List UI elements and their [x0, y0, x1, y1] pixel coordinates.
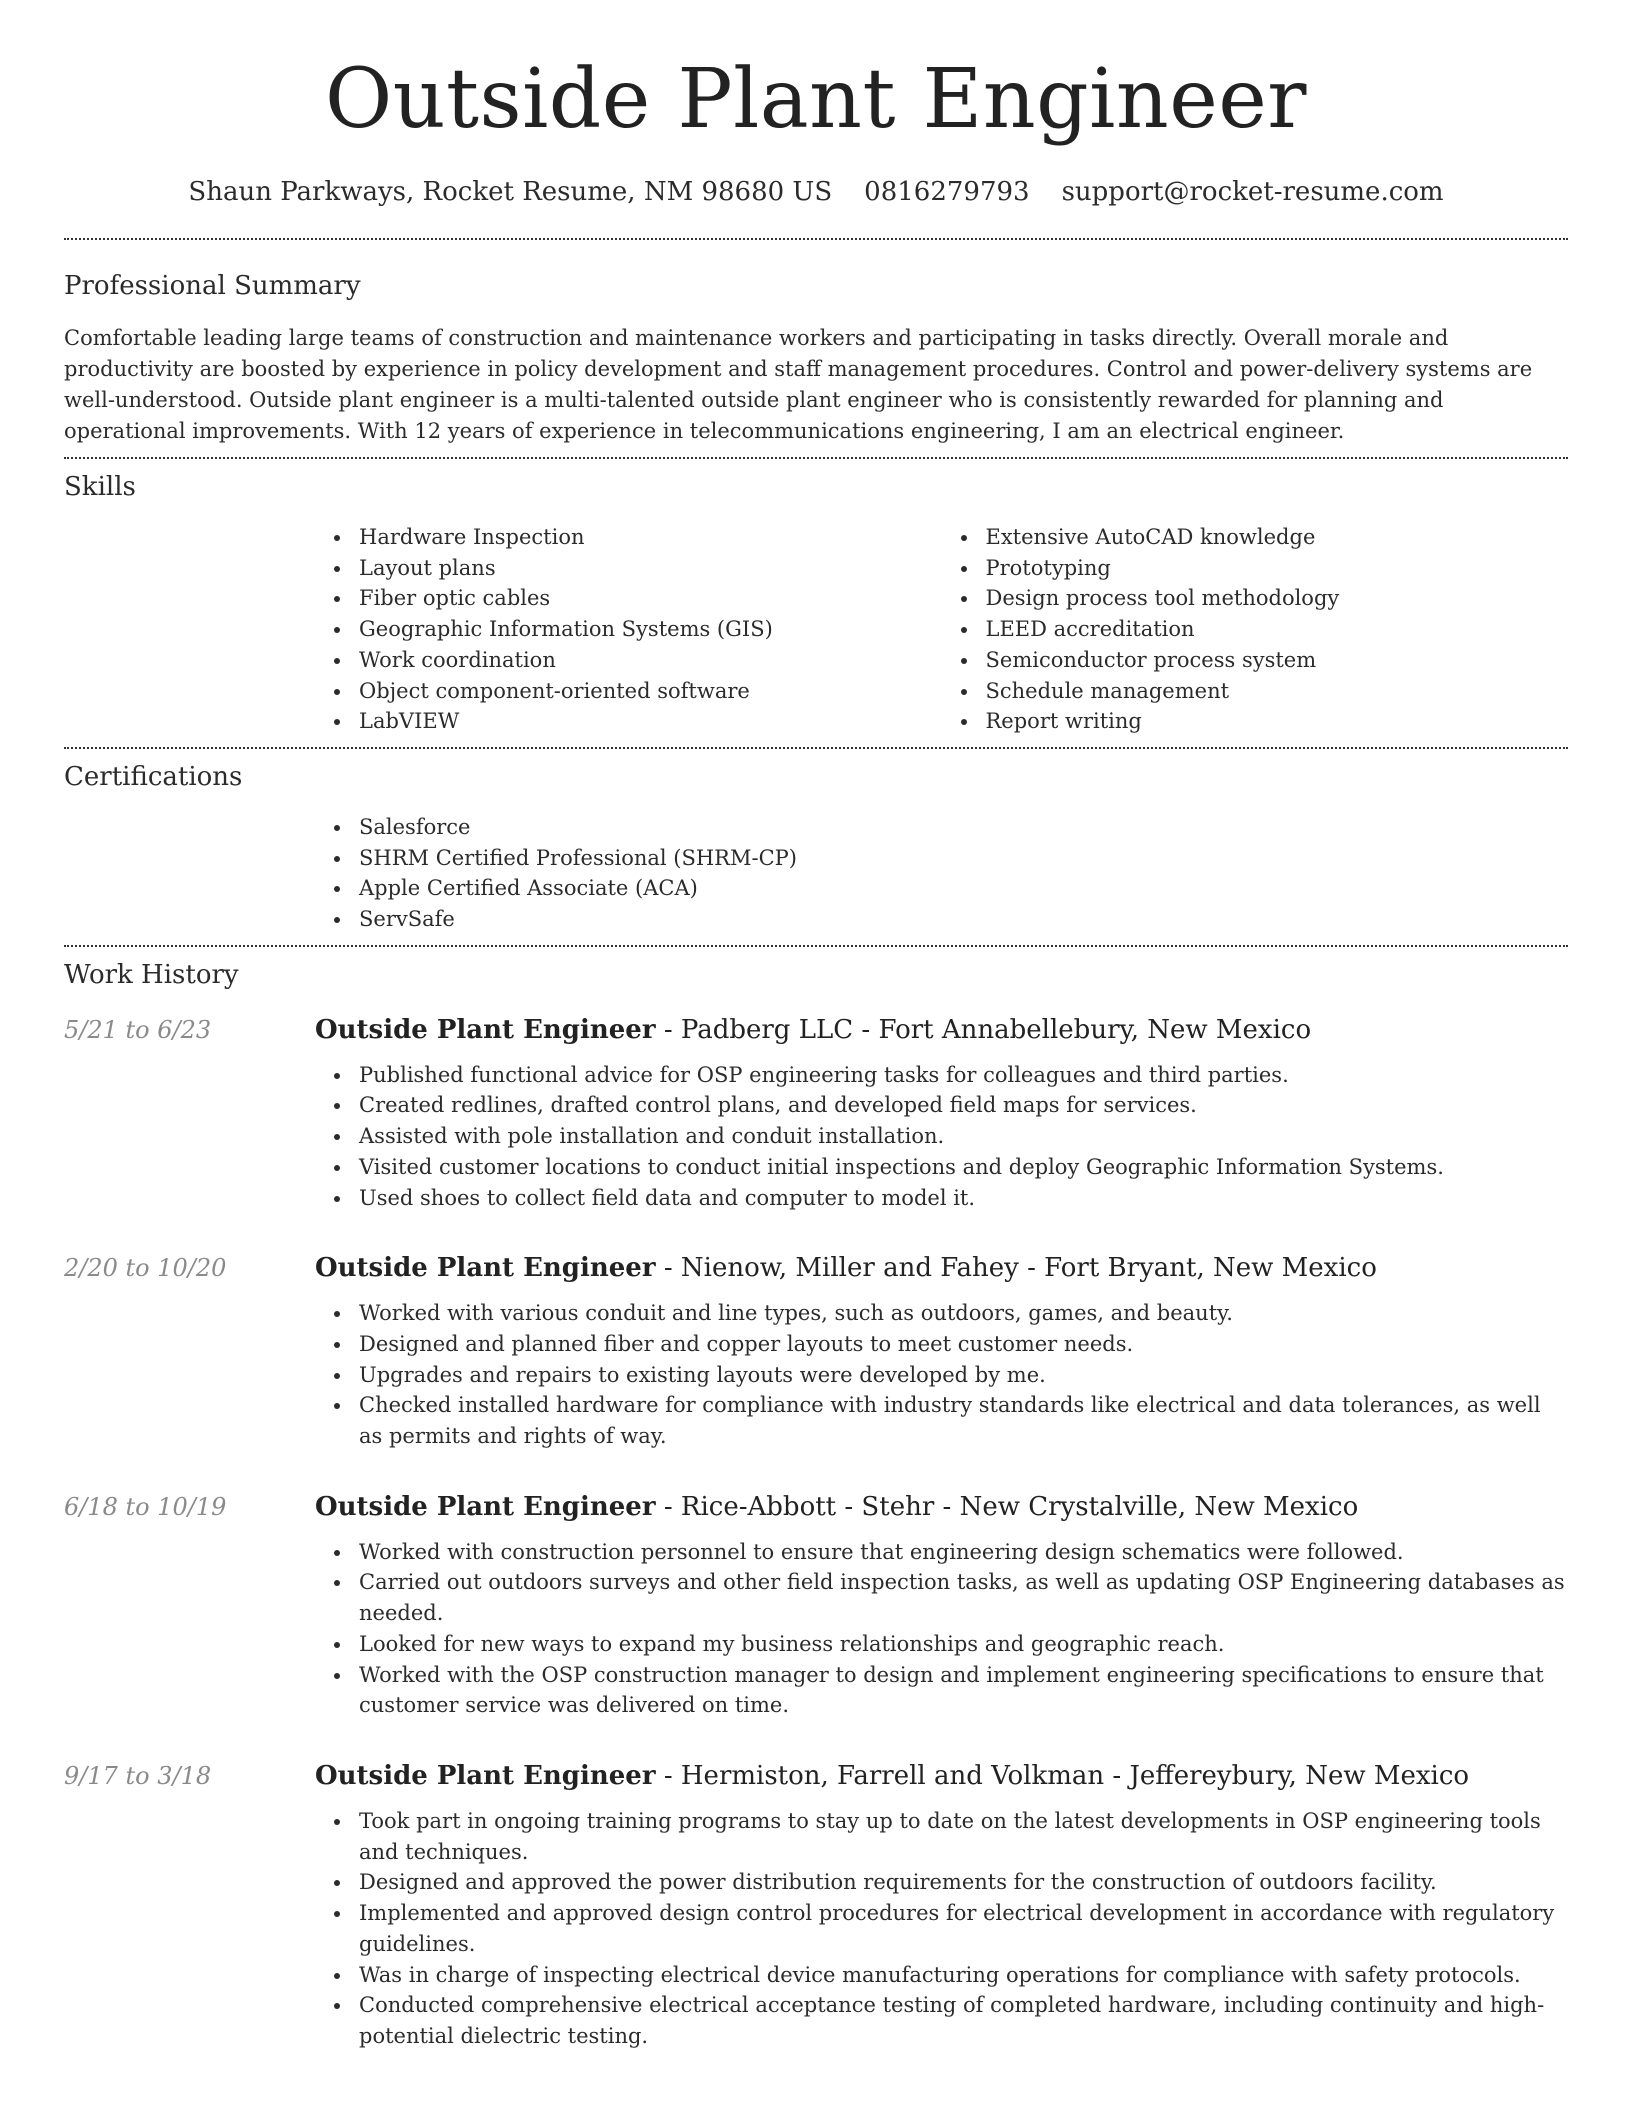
job-bullets [315, 1537, 1568, 1721]
summary-text: Comfortable leading large teams of construction and maintenance workers and participating in tasks directly. Overall morale and productivity are boosted by experience in policy development and staff management procedures. Control and power-delivery systems are well-understood. Outside plant engineer is a multi-talented outside plant engineer who is consistently rewarded for planning and operational improvements. With 12 years of experience in telecommunications engineering, I am an electrical engineer. [64, 326, 1533, 443]
job-title [315, 1251, 1568, 1285]
job-employer: - Nienow, Miller and Fahey - Fort Bryant, New Mexico [655, 1253, 1377, 1284]
job-bullet: Designed and approved the power distribution requirements for the construction of outdoors facility. [359, 1867, 1568, 1898]
contact-email: support@rocket-resume.com [1061, 177, 1444, 207]
skill-item: Object component-oriented software [359, 676, 942, 707]
work-title: Work History [64, 959, 239, 990]
job-dates: 6/18 to 10/19 [64, 1492, 227, 1521]
summary-section [64, 240, 1568, 457]
job-bullet: Worked with construction personnel to ensure that engineering design schematics were followed. [359, 1537, 1568, 1568]
job-body [315, 1013, 1568, 1214]
skill-item: LEED accreditation [986, 614, 1569, 645]
job-bullet: Worked with various conduit and line types, such as outdoors, games, and beauty. [359, 1298, 1568, 1329]
contact-address: Shaun Parkways, Rocket Resume, NM 98680 US [188, 177, 833, 207]
skills-list-right [942, 522, 1569, 737]
skills-title: Skills [64, 472, 136, 502]
skill-item: Work coordination [359, 645, 942, 676]
job-bullet: Carried out outdoors surveys and other field inspection tasks, as well as updating OSP Engineering databases as needed. [359, 1567, 1568, 1628]
job-bullet: Published functional advice for OSP engineering tasks for colleagues and third parties. [359, 1060, 1568, 1091]
skills-list-left [315, 522, 942, 737]
resume-page [64, 0, 1568, 2062]
job-dates: 9/17 to 3/18 [64, 1761, 212, 1790]
certification-item: ServSafe [359, 904, 1568, 935]
skill-item: Fiber optic cables [359, 583, 942, 614]
job-bullet: Looked for new ways to expand my business relationships and geographic reach. [359, 1629, 1568, 1660]
job-dates: 2/20 to 10/20 [64, 1254, 227, 1283]
job-bullet: Used shoes to collect field data and computer to model it. [359, 1183, 1568, 1214]
job-bullet: Checked installed hardware for compliance with industry standards like electrical and data tolerances, as well as permits and rights of way. [359, 1390, 1568, 1451]
skill-item: Hardware Inspection [359, 522, 942, 553]
certification-item: Salesforce [359, 812, 1568, 843]
summary-title: Professional Summary [64, 271, 361, 301]
job-bullet: Designed and planned fiber and copper layouts to meet customer needs. [359, 1329, 1568, 1360]
job-bullets [315, 1060, 1568, 1214]
candidate-name: Outside Plant Engineer [325, 52, 1307, 147]
job-title [315, 1013, 1568, 1047]
skill-item: Extensive AutoCAD knowledge [986, 522, 1569, 553]
job-bullets [315, 1298, 1568, 1452]
job-entry [64, 1490, 1568, 1721]
job-role: Outside Plant Engineer [315, 1760, 656, 1791]
job-role: Outside Plant Engineer [315, 1491, 656, 1522]
certifications-title: Certifications [64, 761, 243, 792]
skill-item: Schedule management [986, 676, 1569, 707]
job-bullet: Conducted comprehensive electrical acceptance testing of completed hardware, including continuity and high-potential dielectric testing. [359, 1990, 1568, 2051]
skill-item: Geographic Information Systems (GIS) [359, 614, 942, 645]
job-bullet: Implemented and approved design control procedures for electrical development in accordance with regulatory guidelines. [359, 1898, 1568, 1959]
skill-item: Design process tool methodology [986, 583, 1569, 614]
job-dates: 5/21 to 6/23 [64, 1015, 212, 1044]
contact-line [64, 174, 1568, 210]
job-body [315, 1759, 1568, 2052]
skill-item: Prototyping [986, 553, 1569, 584]
job-bullet: Took part in ongoing training programs to stay up to date on the latest developments in OSP engineering tools and techniques. [359, 1806, 1568, 1867]
skills-section [64, 459, 1568, 747]
job-entry [64, 1759, 1568, 2052]
skill-item: Semiconductor process system [986, 645, 1569, 676]
job-body [315, 1251, 1568, 1452]
skill-item: Layout plans [359, 553, 942, 584]
job-bullet: Worked with the OSP construction manager to design and implement engineering specifications to ensure that customer service was delivered on time. [359, 1660, 1568, 1721]
skill-item: LabVIEW [359, 706, 942, 737]
job-employer: - Padberg LLC - Fort Annabellebury, New Mexico [655, 1014, 1312, 1045]
skill-item: Report writing [986, 706, 1569, 737]
job-bullet: Was in charge of inspecting electrical device manufacturing operations for compliance with safety protocols. [359, 1960, 1568, 1991]
job-role: Outside Plant Engineer [315, 1253, 656, 1284]
job-bullets [315, 1806, 1568, 2052]
job-title [315, 1490, 1568, 1524]
job-entry [64, 1013, 1568, 1214]
job-bullet: Upgrades and repairs to existing layouts were developed by me. [359, 1360, 1568, 1391]
contact-phone: 0816279793 [864, 177, 1030, 207]
certifications-section [64, 749, 1568, 945]
job-employer: - Hermiston, Farrell and Volkman - Jeffereybury, New Mexico [655, 1760, 1470, 1791]
job-bullet: Visited customer locations to conduct initial inspections and deploy Geographic Information Systems. [359, 1152, 1568, 1183]
certification-item: Apple Certified Associate (ACA) [359, 873, 1568, 904]
job-title [315, 1759, 1568, 1793]
certifications-list [315, 812, 1568, 935]
skills-columns [315, 522, 1568, 737]
job-body [315, 1490, 1568, 1721]
job-bullet: Created redlines, drafted control plans, and developed field maps for services. [359, 1090, 1568, 1121]
work-section [64, 947, 1568, 2062]
certification-item: SHRM Certified Professional (SHRM-CP) [359, 843, 1568, 874]
job-bullet: Assisted with pole installation and conduit installation. [359, 1121, 1568, 1152]
job-employer: - Rice-Abbott - Stehr - New Crystalville, New Mexico [655, 1491, 1359, 1522]
job-role: Outside Plant Engineer [315, 1014, 656, 1045]
job-entry [64, 1251, 1568, 1452]
